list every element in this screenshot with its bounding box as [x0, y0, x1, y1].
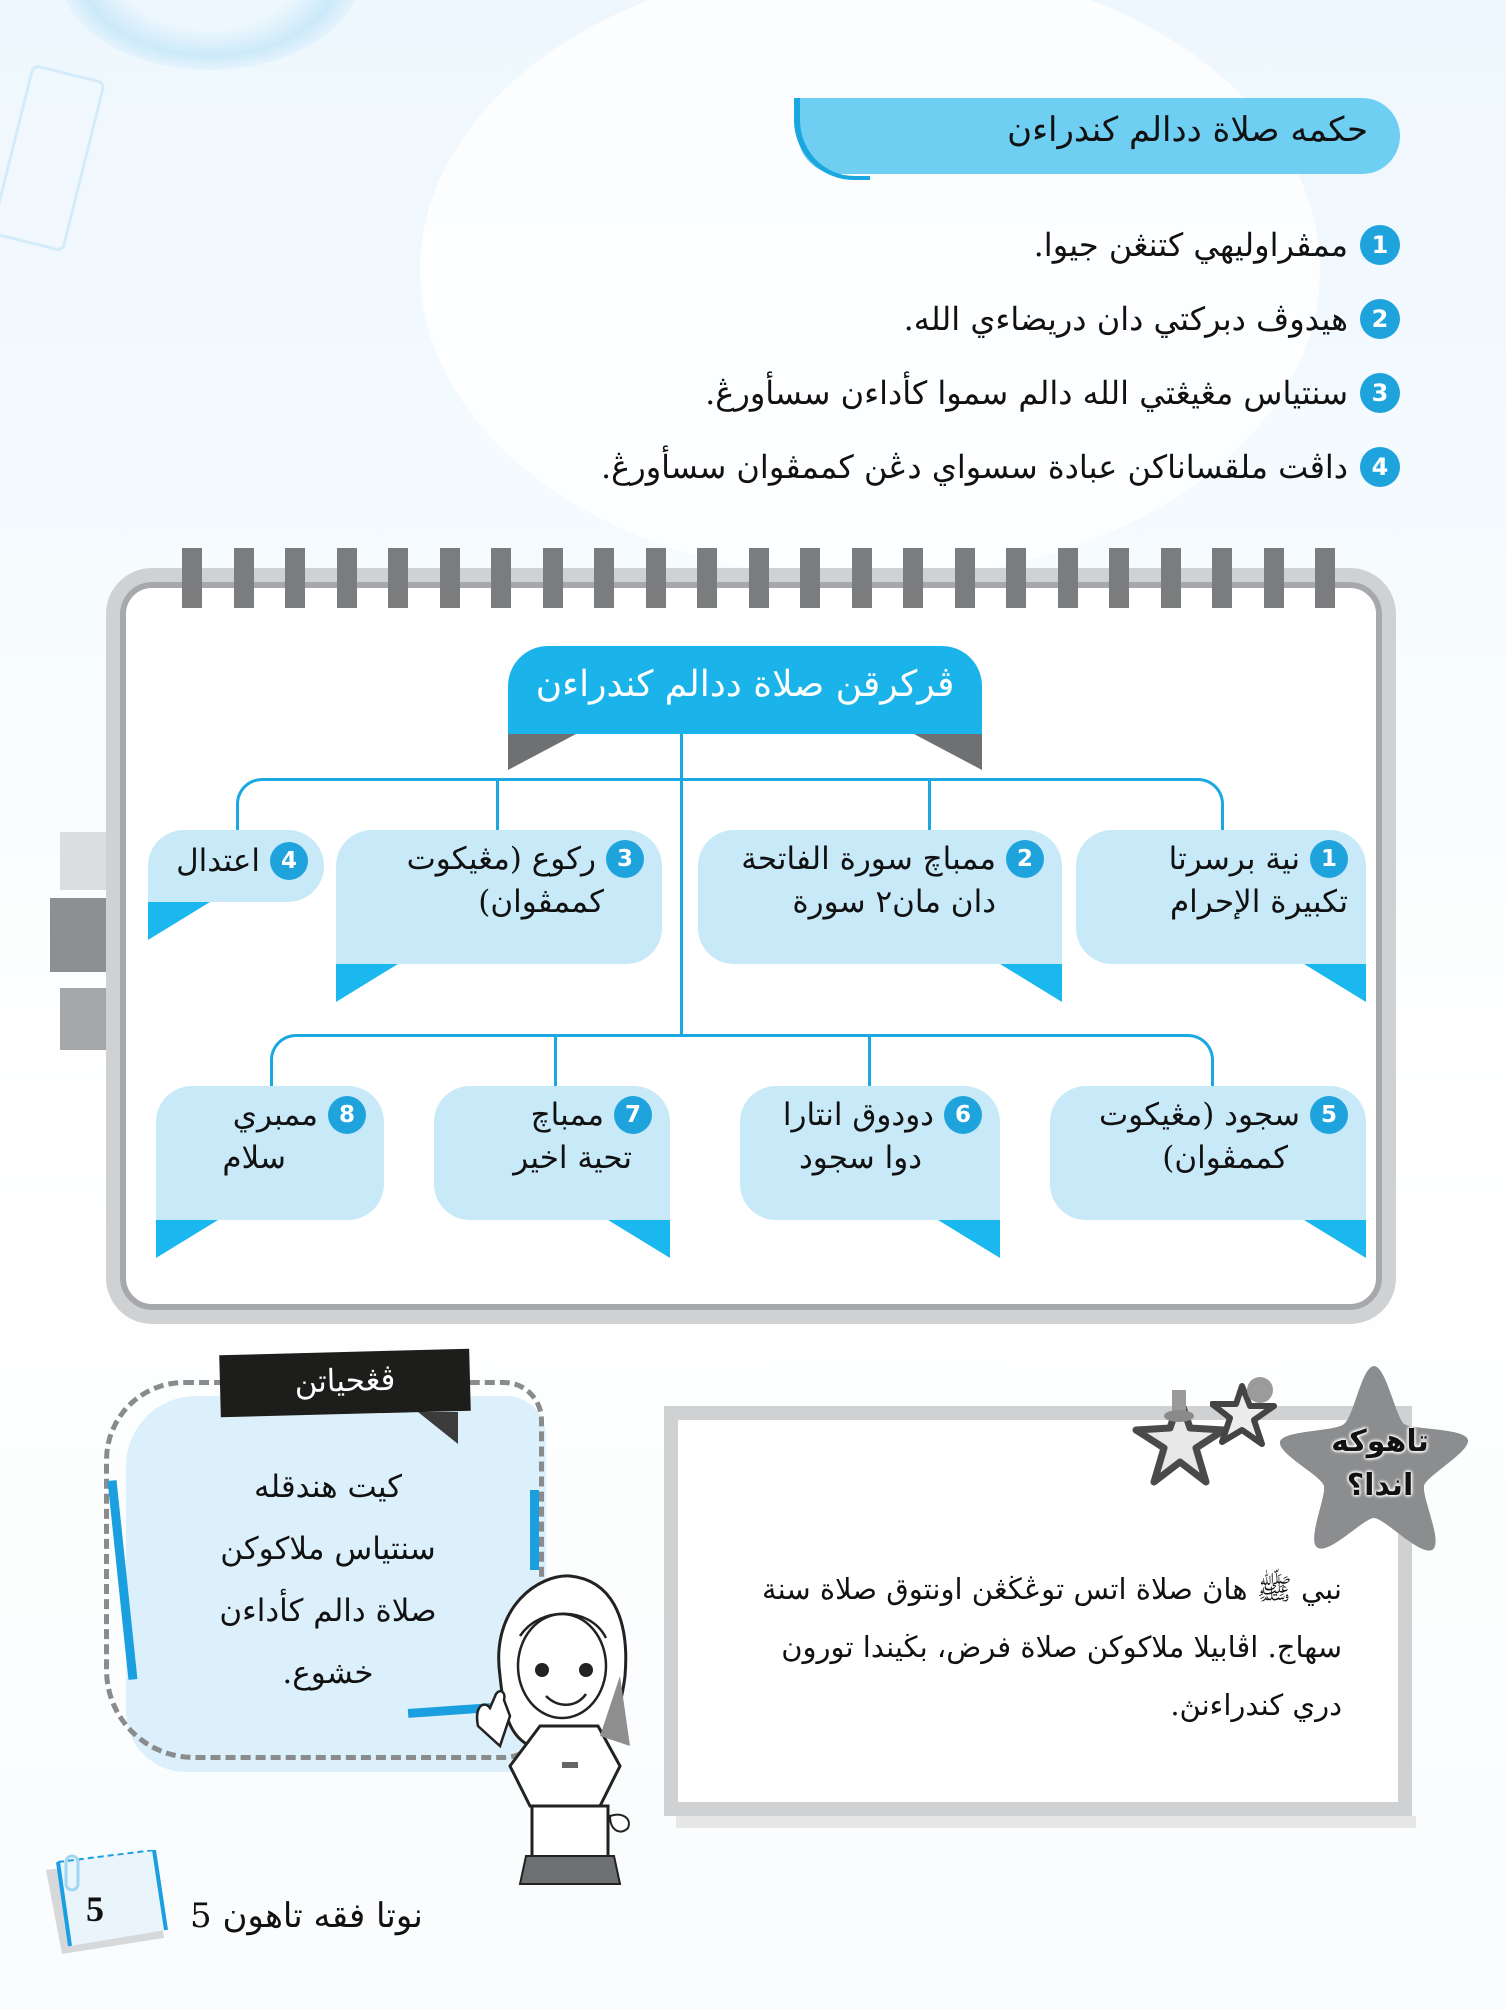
pillar-text: كممڤوان) [478, 884, 604, 920]
number-badge: 6 [944, 1096, 982, 1134]
list-item [500, 430, 1400, 504]
spiral-ring [749, 548, 769, 608]
book-title: نوتا فقه تاهون 5 [190, 1896, 423, 1936]
star-pin-icon [1210, 1376, 1280, 1448]
card-tail [156, 1220, 218, 1258]
reminder-title: ڤڠحياتن [219, 1349, 471, 1418]
spiral-ring [1315, 548, 1335, 608]
spiral-ring [1264, 548, 1284, 608]
pillar-card [336, 830, 662, 964]
spiral-ring [234, 548, 254, 608]
list-item [500, 282, 1400, 356]
note-paper-icon [40, 1850, 170, 1960]
pillar-text: نية برسرتا [1168, 841, 1300, 877]
number-badge: 2 [1006, 840, 1044, 878]
connector-line [554, 1034, 557, 1086]
decorative-stroke [530, 1490, 539, 1570]
connector-line [928, 778, 931, 830]
pillar-text: دان مان٢ سورة [792, 884, 996, 920]
pillar-text: كممڤوان) [1162, 1140, 1288, 1176]
pillar-text: تحية اخير [513, 1140, 632, 1176]
spiral-ring [440, 548, 460, 608]
spiral-ring [955, 548, 975, 608]
connector-line [236, 778, 1224, 831]
number-badge: 4 [1360, 447, 1400, 487]
ribbon-fold [508, 734, 576, 770]
number-badge: 7 [614, 1096, 652, 1134]
box-shadow [676, 1816, 1416, 1828]
spiral-ring [388, 548, 408, 608]
pillar-card [156, 1086, 384, 1220]
spiral-ring [697, 548, 717, 608]
reminder-line: كيت هندقله [253, 1469, 403, 1505]
wisdom-list [500, 208, 1400, 504]
reminder-line: خشوع. [282, 1655, 374, 1691]
paperclip-decoration [0, 63, 106, 252]
section-title-banner [798, 98, 1400, 174]
pillar-text: سجود (مڠيكوت [1099, 1097, 1300, 1133]
connector-line [868, 1034, 871, 1086]
pillar-card [148, 830, 324, 902]
list-item-text: داڤت ملقساناكن عبادة سسواي دڠن كممڤوان سسأورڠ. [600, 448, 1348, 486]
pillar-card [698, 830, 1062, 964]
spiral-ring [1109, 548, 1129, 608]
number-badge: 4 [270, 842, 308, 880]
spiral-ring [337, 548, 357, 608]
spiral-ring [491, 548, 511, 608]
spiral-ring [903, 548, 923, 608]
pillar-text: سلام [222, 1140, 286, 1176]
pillar-card [740, 1086, 1000, 1220]
number-badge: 1 [1310, 840, 1348, 878]
card-tail [336, 964, 398, 1002]
spiral-ring [852, 548, 872, 608]
pillar-text: ممبري [232, 1097, 318, 1133]
number-badge: 8 [328, 1096, 366, 1134]
reminder-line: سنتياس ملاكوكن [220, 1531, 436, 1567]
ribbon-fold [418, 1412, 458, 1444]
card-tail [148, 902, 210, 940]
spiral-ring [646, 548, 666, 608]
ribbon-fold [914, 734, 982, 770]
pillar-text: ممباچ سورة الفاتحة [741, 841, 996, 877]
did-you-know-label [1310, 1420, 1450, 1508]
pillar-card [1050, 1086, 1366, 1220]
spiral-ring [800, 548, 820, 608]
page-number: 5 [86, 1889, 104, 1929]
spiral-ring [1161, 548, 1181, 608]
pillar-text: اعتدال [176, 843, 260, 879]
number-badge: 2 [1360, 299, 1400, 339]
connector-line [496, 778, 499, 830]
spiral-ring [1058, 548, 1078, 608]
background-decoration [60, 0, 360, 70]
spiral-ring [543, 548, 563, 608]
spiral-ring [594, 548, 614, 608]
pillar-card [434, 1086, 670, 1220]
did-you-know-line: دري كندراءنڽ. [1170, 1688, 1342, 1722]
card-tail [608, 1220, 670, 1258]
pillar-text: دودوق انتارا [782, 1097, 934, 1133]
reminder-line: صلاة دالم كأداءن [219, 1593, 437, 1629]
section-title: حكمه صلاة ددالم كندراءن [1007, 110, 1368, 150]
did-you-know-label-line: اندا؟ [1346, 1468, 1414, 1503]
spiral-ring [1006, 548, 1026, 608]
pillar-text: ركوع (مڠيكوت [406, 841, 596, 877]
reminder-text [168, 1456, 488, 1704]
list-item [500, 356, 1400, 430]
spiral-ring [285, 548, 305, 608]
number-badge: 3 [1360, 373, 1400, 413]
list-item-text: هيدوڤ دبركتي دان دريضاءي الله. [903, 300, 1348, 338]
pillars-title: ڤركرقن صلاة ددالم كندراءن [508, 646, 982, 734]
pillar-text: ممباچ [530, 1097, 604, 1133]
number-badge: 3 [606, 840, 644, 878]
card-tail [1304, 964, 1366, 1002]
card-tail [938, 1220, 1000, 1258]
list-item-text: سنتياس مڠيڠتي الله دالم سموا كأداءن سسأورڠ. [705, 374, 1348, 412]
did-you-know-line: نبي ﷺ هاڽ صلاة اتس توڠڬڠن اونتوق صلاة سنة [762, 1572, 1342, 1606]
did-you-know-label-line: تاهوكه [1331, 1424, 1429, 1459]
did-you-know-text [742, 1560, 1342, 1734]
number-badge: 5 [1310, 1096, 1348, 1134]
number-badge: 1 [1360, 225, 1400, 265]
girl-character-illustration [470, 1566, 640, 1896]
pillar-text: تكبيرة الإحرام [1169, 884, 1348, 920]
did-you-know-line: سهاج. اڤابيلا ملاكوكن صلاة فرض، بڬيندا تورون [781, 1630, 1342, 1664]
pillar-text: دوا سجود [798, 1140, 922, 1176]
list-item-text: ممڤراوليهي كتنڠن جيوا. [1033, 226, 1348, 264]
pillar-card [1076, 830, 1366, 964]
spiral-ring [182, 548, 202, 608]
card-tail [1304, 1220, 1366, 1258]
spiral-ring [1212, 548, 1232, 608]
card-tail [1000, 964, 1062, 1002]
list-item [500, 208, 1400, 282]
connector-line [270, 1034, 1214, 1087]
